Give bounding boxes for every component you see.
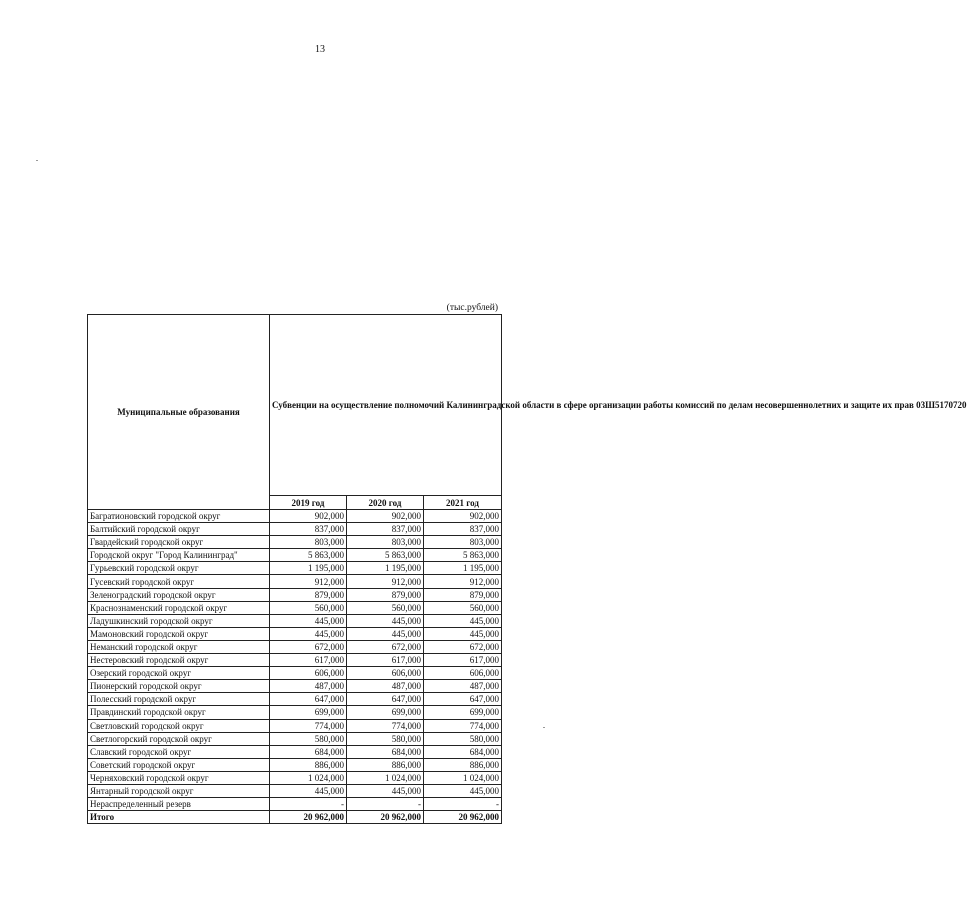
row-value-2020: 445,000 — [347, 784, 424, 797]
row-value-2020: 487,000 — [347, 680, 424, 693]
row-value-2019: 684,000 — [270, 745, 347, 758]
row-value-2021: 837,000 — [424, 523, 502, 536]
row-value-2019: 1 024,000 — [270, 771, 347, 784]
row-value-2019: 774,000 — [270, 719, 347, 732]
header-year-2020: 2020 год — [347, 496, 424, 510]
row-value-2019: 902,000 — [270, 510, 347, 523]
row-value-2019: - — [270, 798, 347, 811]
table-row — [88, 693, 502, 706]
header-subvention: Субвенции на осуществление полномочий Калининградской области в сфере организации работы комиссий по делам несовершеннолетних и защите их прав 03Ш5170720 — [270, 315, 502, 496]
table-row — [88, 510, 502, 523]
row-name: Багратионовский городской округ — [88, 510, 270, 523]
row-value-2021: 912,000 — [424, 575, 502, 588]
page-number: 13 — [315, 44, 325, 55]
row-value-2020: 912,000 — [347, 575, 424, 588]
table-row — [88, 758, 502, 771]
row-value-2019: 580,000 — [270, 732, 347, 745]
table-row — [88, 667, 502, 680]
row-name: Правдинский городской округ — [88, 706, 270, 719]
row-value-2020: 699,000 — [347, 706, 424, 719]
total-label: Итого — [88, 811, 270, 824]
scan-speck — [543, 727, 545, 728]
row-name: Городской округ "Город Калининград" — [88, 549, 270, 562]
row-value-2019: 803,000 — [270, 536, 347, 549]
row-value-2020: 560,000 — [347, 601, 424, 614]
row-value-2020: - — [347, 798, 424, 811]
table-row — [88, 732, 502, 745]
row-value-2020: 774,000 — [347, 719, 424, 732]
row-value-2019: 672,000 — [270, 640, 347, 653]
row-name: Пионерский городской округ — [88, 680, 270, 693]
row-name: Балтийский городской округ — [88, 523, 270, 536]
table-row — [88, 523, 502, 536]
total-2021: 20 962,000 — [424, 811, 502, 824]
row-name: Светлогорский городской округ — [88, 732, 270, 745]
table-row — [88, 745, 502, 758]
table-body — [88, 510, 502, 811]
row-value-2021: 774,000 — [424, 719, 502, 732]
row-name: Мамоновский городской округ — [88, 627, 270, 640]
row-name: Нестеровский городской округ — [88, 654, 270, 667]
row-value-2021: 647,000 — [424, 693, 502, 706]
row-value-2021: 879,000 — [424, 588, 502, 601]
total-2020: 20 962,000 — [347, 811, 424, 824]
row-value-2021: - — [424, 798, 502, 811]
row-name: Гусевский городской округ — [88, 575, 270, 588]
row-value-2020: 837,000 — [347, 523, 424, 536]
row-name: Полесский городской округ — [88, 693, 270, 706]
row-value-2019: 647,000 — [270, 693, 347, 706]
row-value-2020: 672,000 — [347, 640, 424, 653]
row-value-2021: 902,000 — [424, 510, 502, 523]
row-value-2020: 803,000 — [347, 536, 424, 549]
row-value-2021: 672,000 — [424, 640, 502, 653]
table-row — [88, 549, 502, 562]
row-name: Ладушкинский городской округ — [88, 614, 270, 627]
row-value-2021: 560,000 — [424, 601, 502, 614]
table-row — [88, 627, 502, 640]
table-row — [88, 614, 502, 627]
row-value-2020: 647,000 — [347, 693, 424, 706]
row-value-2019: 5 863,000 — [270, 549, 347, 562]
table-row — [88, 680, 502, 693]
row-name: Озерский городской округ — [88, 667, 270, 680]
row-value-2020: 606,000 — [347, 667, 424, 680]
row-name: Краснознаменский городской округ — [88, 601, 270, 614]
row-value-2019: 445,000 — [270, 784, 347, 797]
row-value-2020: 445,000 — [347, 627, 424, 640]
row-value-2021: 886,000 — [424, 758, 502, 771]
row-value-2021: 445,000 — [424, 614, 502, 627]
table-row — [88, 654, 502, 667]
total-row — [88, 811, 502, 824]
row-value-2019: 487,000 — [270, 680, 347, 693]
row-value-2020: 5 863,000 — [347, 549, 424, 562]
header-year-2021: 2021 год — [424, 496, 502, 510]
row-value-2020: 1 195,000 — [347, 562, 424, 575]
row-name: Светловский городской округ — [88, 719, 270, 732]
row-name: Неманский городской округ — [88, 640, 270, 653]
row-name: Гвардейский городской округ — [88, 536, 270, 549]
row-value-2021: 617,000 — [424, 654, 502, 667]
total-2019: 20 962,000 — [270, 811, 347, 824]
unit-note: (тыс.рублей) — [446, 303, 498, 313]
row-value-2020: 1 024,000 — [347, 771, 424, 784]
row-value-2021: 1 195,000 — [424, 562, 502, 575]
row-value-2019: 445,000 — [270, 614, 347, 627]
row-value-2019: 560,000 — [270, 601, 347, 614]
header-municipality: Муниципальные образования — [88, 315, 270, 510]
row-value-2019: 617,000 — [270, 654, 347, 667]
table-row — [88, 536, 502, 549]
row-value-2021: 606,000 — [424, 667, 502, 680]
table-row — [88, 640, 502, 653]
table-row — [88, 771, 502, 784]
row-value-2019: 879,000 — [270, 588, 347, 601]
row-value-2021: 445,000 — [424, 784, 502, 797]
row-value-2021: 1 024,000 — [424, 771, 502, 784]
row-value-2019: 699,000 — [270, 706, 347, 719]
row-name: Черняховский городской округ — [88, 771, 270, 784]
table-row — [88, 575, 502, 588]
table-row — [88, 601, 502, 614]
row-value-2020: 684,000 — [347, 745, 424, 758]
row-name: Советский городской округ — [88, 758, 270, 771]
row-value-2019: 837,000 — [270, 523, 347, 536]
header-year-2019: 2019 год — [270, 496, 347, 510]
row-name: Зеленоградский городской округ — [88, 588, 270, 601]
row-value-2021: 699,000 — [424, 706, 502, 719]
table-row — [88, 798, 502, 811]
row-value-2021: 684,000 — [424, 745, 502, 758]
subvention-table — [87, 314, 967, 824]
row-value-2021: 803,000 — [424, 536, 502, 549]
row-value-2020: 879,000 — [347, 588, 424, 601]
table-row — [88, 588, 502, 601]
row-value-2019: 1 195,000 — [270, 562, 347, 575]
row-value-2020: 580,000 — [347, 732, 424, 745]
row-value-2019: 886,000 — [270, 758, 347, 771]
row-value-2019: 606,000 — [270, 667, 347, 680]
table-row — [88, 706, 502, 719]
row-name: Нераспределенный резерв — [88, 798, 270, 811]
row-name: Янтарный городской округ — [88, 784, 270, 797]
row-value-2021: 445,000 — [424, 627, 502, 640]
row-value-2020: 886,000 — [347, 758, 424, 771]
table-row — [88, 719, 502, 732]
row-name: Гурьевский городской округ — [88, 562, 270, 575]
table-row — [88, 784, 502, 797]
row-value-2021: 487,000 — [424, 680, 502, 693]
row-value-2021: 580,000 — [424, 732, 502, 745]
row-value-2020: 445,000 — [347, 614, 424, 627]
row-value-2021: 5 863,000 — [424, 549, 502, 562]
row-value-2020: 617,000 — [347, 654, 424, 667]
row-value-2020: 902,000 — [347, 510, 424, 523]
scan-speck — [36, 160, 38, 161]
row-value-2019: 912,000 — [270, 575, 347, 588]
row-value-2019: 445,000 — [270, 627, 347, 640]
row-name: Славский городской округ — [88, 745, 270, 758]
table-row — [88, 562, 502, 575]
